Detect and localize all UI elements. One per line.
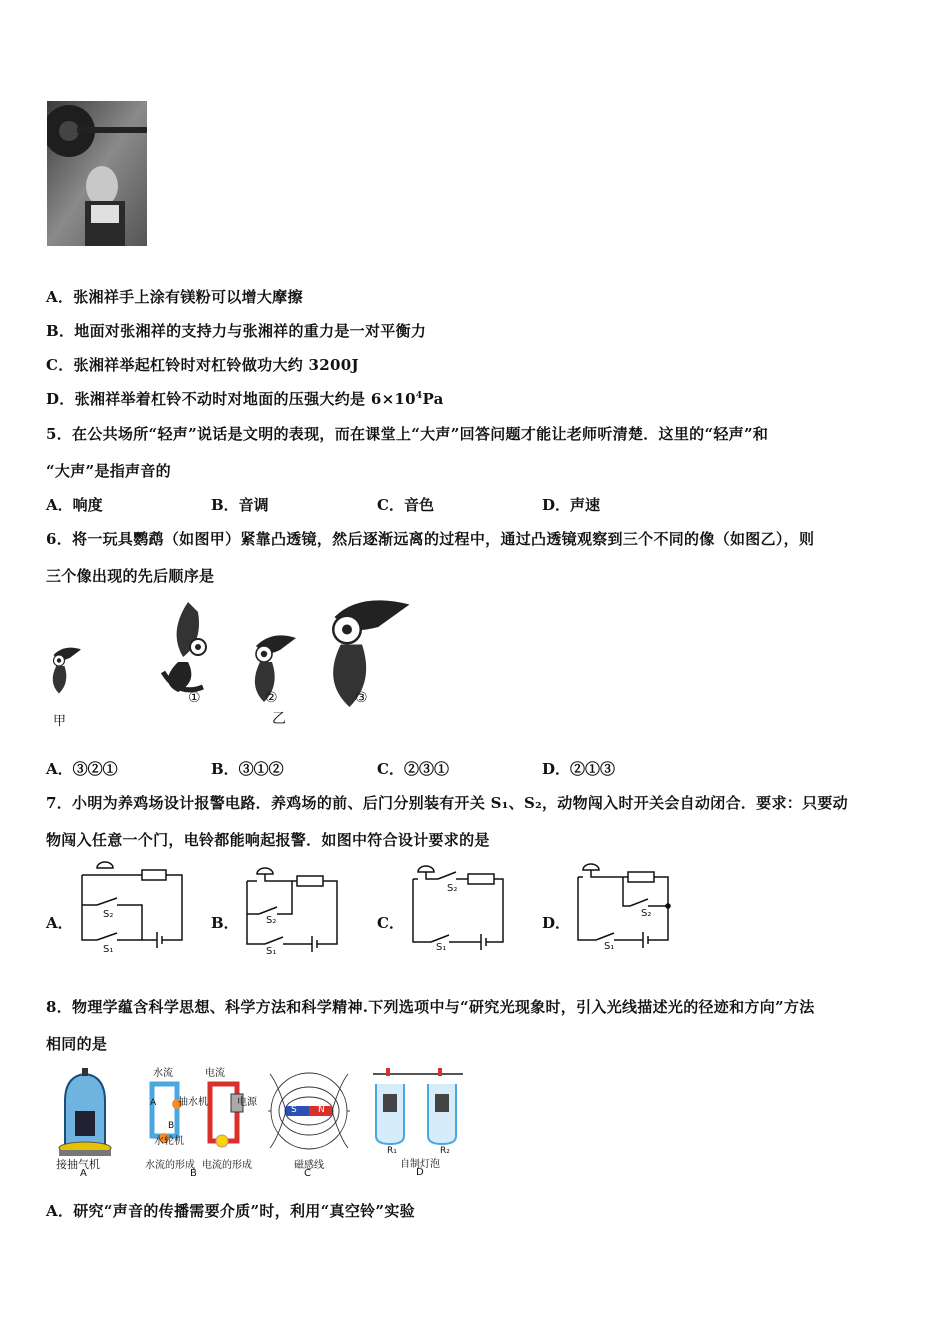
circuit-a-s2: S₂ <box>103 909 114 920</box>
q4-option-d[interactable] <box>46 388 444 409</box>
q7-stem-line2: 物闯入任意一个门，电铃都能响起报警．如图中符合设计要求的是 <box>46 831 490 849</box>
q5-option-a[interactable]: A．响度 <box>46 496 103 514</box>
q6-stem-line2: 三个像出现的先后顺序是 <box>46 567 215 585</box>
q5-option-b[interactable]: B．音调 <box>211 496 269 514</box>
fig-c-s: S <box>291 1105 297 1115</box>
fig-label-yi: 乙 <box>272 711 286 727</box>
fig-b-caption-1: 水流的形成 <box>145 1160 195 1171</box>
circuit-b <box>237 866 352 956</box>
circuit-c-s2: S₂ <box>447 883 458 894</box>
q6-option-c[interactable]: C．②③① <box>377 760 449 778</box>
vacuum-bell-jar <box>55 1066 115 1158</box>
q5-option-d[interactable]: D．声速 <box>542 496 601 514</box>
fig-label-3: ③ <box>355 690 368 706</box>
circuit-d-s2: S₂ <box>641 908 652 919</box>
circuit-d-s1: S₁ <box>604 941 615 952</box>
fig-d-r1: R₁ <box>387 1146 397 1156</box>
fig-a-caption: 接抽气机 <box>56 1158 100 1171</box>
q7-stem-line1: 7．小明为养鸡场设计报警电路．养鸡场的前、后门分别装有开关 S₁、S₂，动物闯入时开关会自动闭合．要求：只要动 <box>46 794 848 812</box>
q8-stem-line1: 8．物理学蕴含科学思想、科学方法和科学精神.下列选项中与“研究光现象时，引入光线描述光的径迹和方向”方法 <box>46 998 815 1016</box>
fig-d-letter: D <box>416 1167 424 1178</box>
fig-b-pump-label: 抽水机 <box>178 1097 208 1108</box>
q6-option-d[interactable]: D．②①③ <box>542 760 616 778</box>
q7-option-d[interactable]: D． <box>542 914 571 932</box>
circuit-a <box>72 860 187 950</box>
circuit-b-s1: S₁ <box>266 946 277 957</box>
fig-b-source-label: 电源 <box>237 1097 257 1108</box>
fig-b-b-label: B <box>168 1121 175 1131</box>
q4-option-c[interactable]: C．张湘祥举起杠铃时对杠铃做功大约 3200J <box>46 356 359 374</box>
fig-b-a-label: A <box>150 1098 157 1108</box>
magnetic-field-lines <box>268 1068 350 1154</box>
circuit-d <box>568 862 683 954</box>
q5-option-c[interactable]: C．音色 <box>377 496 434 514</box>
fig-b-current-label: 电流 <box>205 1068 225 1079</box>
q8-stem-line2: 相同的是 <box>46 1035 108 1053</box>
parrot-figure <box>40 592 420 732</box>
circuit-c-s1: S₁ <box>436 942 447 953</box>
circuit-a-s1: S₁ <box>103 944 114 955</box>
q4-option-a[interactable]: A．张湘祥手上涂有镁粉可以增大摩擦 <box>46 288 303 306</box>
q7-option-b[interactable]: B． <box>211 914 239 932</box>
q7-option-c[interactable]: C． <box>377 914 404 932</box>
q6-option-b[interactable]: B．③①② <box>211 760 284 778</box>
circuit-c <box>403 864 518 954</box>
homemade-bulbs <box>368 1064 468 1146</box>
weightlifter-photo <box>47 101 147 246</box>
fig-d-r2: R₂ <box>440 1146 450 1156</box>
fig-c-letter: C <box>304 1168 311 1179</box>
q5-stem-line2: “大声”是指声音的 <box>46 462 171 480</box>
fig-a-letter: A <box>80 1168 87 1179</box>
fig-label-1: ① <box>188 690 201 706</box>
fig-d-caption: 自制灯泡 <box>400 1159 440 1170</box>
fig-b-letter: B <box>190 1168 197 1179</box>
q5-stem-line1: 5．在公共场所“轻声”说话是文明的表现，而在课堂上“大声”回答问题才能让老师听清楚．这里的“轻声”和 <box>46 425 769 443</box>
fig-label-jia: 甲 <box>53 714 67 729</box>
circuit-b-s2: S₂ <box>266 915 277 926</box>
q6-option-a[interactable]: A．③②① <box>46 760 118 778</box>
fig-c-n: N <box>318 1105 325 1115</box>
q4-option-d-unit: Pa <box>422 390 444 408</box>
q4-option-d-text: D．张湘祥举着杠铃不动时对地面的压强大约是 6×10 <box>46 390 416 408</box>
q8-option-a[interactable]: A．研究“声音的传播需要介质”时，利用“真空铃”实验 <box>46 1202 415 1220</box>
fig-b-water-label: 水流 <box>153 1068 173 1079</box>
q7-option-a[interactable]: A． <box>46 914 73 932</box>
fig-c-caption: 磁感线 <box>294 1160 324 1171</box>
fig-label-2: ② <box>265 690 278 706</box>
q4-option-b[interactable]: B．地面对张湘祥的支持力与张湘祥的重力是一对平衡力 <box>46 322 427 340</box>
fig-b-caption-2: 电流的形成 <box>202 1160 252 1171</box>
q4-option-d-sup: 4 <box>415 391 423 401</box>
fig-b-turbine-label: 水轮机 <box>154 1136 184 1147</box>
q6-stem-line1: 6．将一玩具鹦鹉（如图甲）紧靠凸透镜，然后逐渐远离的过程中，通过凸透镜观察到三个不同的像（如图乙），则 <box>46 530 815 548</box>
